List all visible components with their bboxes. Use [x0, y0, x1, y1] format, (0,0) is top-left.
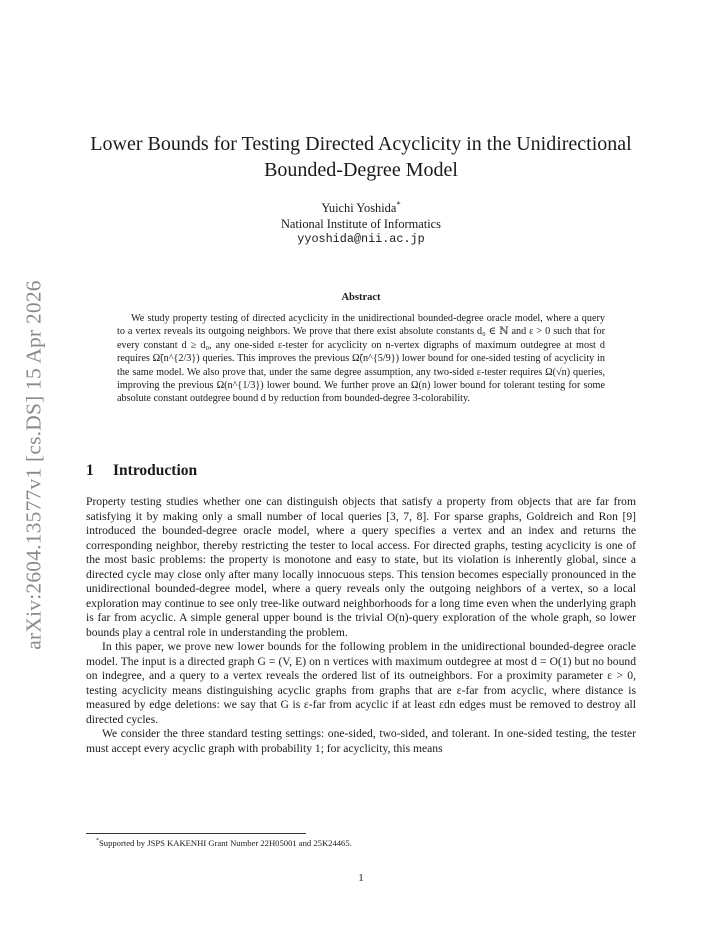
paragraph-1: Property testing studies whether one can distinguish objects that satisfy a property from objects that are far from satisfying it by making only a small number of local queries [3, 7, 8]. For sparse graphs, Goldreich and Ron [9] introduced the bounded-degree oracle model, where a query specifies a vertex and an index and returns the corresponding neighbor, thereby restricting the tester to local access. For directed graphs, testing acyclicity is one of the most basic problems: the property is monotone and easy to state, but its violation is inherently global, since a directed cycle may close only after many locally innocuous steps. This tension becomes especially pronounced in the unidirectional bounded-degree model, where a query reveals only the outgoing neighbors of a vertex, so a local exploration may continue to see only tree-like outward neighborhoods for a long time even when the underlying graph is far from acyclic. A simple general upper bound is the trivial O(n)-query exploration of the whole graph, so lower bounds play a central role in understanding the problem. [86, 495, 636, 639]
page-number: 1 [358, 872, 364, 884]
footnote-mark: * [96, 838, 100, 845]
email: yyoshida@nii.ac.jp [297, 232, 425, 246]
footnote [96, 838, 352, 848]
section-title: Introduction [113, 462, 198, 479]
footnote-rule [86, 833, 306, 834]
paper-title [86, 131, 636, 183]
arxiv-identifier: arXiv:2604.13577v1 [cs.DS] 15 Apr 2026 [21, 280, 46, 650]
section-number: 1 [86, 462, 94, 479]
affiliation: National Institute of Informatics [280, 216, 441, 231]
title-line-1: Lower Bounds for Testing Directed Acyclicity in the Unidirectional [90, 133, 632, 155]
abstract-text: We study property testing of directed acyclicity in the unidirectional bounded-degree oracle model, where a query to a vertex reveals its outgoing neighbors. We prove that there exist absolute constants d₀ ∈ ℕ and ε > 0 such that for every constant d ≥ d₀, any one-sided ε-tester for acyclicity on n-vertex digraphs of maximum outdegree at most d requires Ω̃(n^{2/3}) queries. This improves the previous Ω̃(n^{5/9}) lower bound for one-sided testing of acyclicity in the same model. We also prove that, under the same degree assumption, any two-sided ε-tester requires Ω(√n) queries, improving the previous Ω(n^{1/3}) lower bound. We further prove an Ω(n) lower bound for tolerant testing for some absolute constant outdegree bound d by reduction from bounded-degree 3-colorability. [117, 313, 605, 405]
author-footnote-mark: * [396, 198, 401, 209]
paragraph-3: We consider the three standard testing settings: one-sided, two-sided, and tolerant. In one-sided testing, the tester must accept every acyclic graph with probability 1; for acyclicity, this means [86, 727, 636, 755]
title-line-2: Bounded-Degree Model [264, 159, 458, 181]
author [86, 198, 636, 217]
author-block [86, 198, 636, 248]
footnote-text: Supported by JSPS KAKENHI Grant Number 22H05001 and 25K24465. [99, 838, 352, 848]
section-heading [86, 462, 197, 480]
paragraph-2: In this paper, we prove new lower bounds for the following problem in the unidirectional bounded-degree oracle model. The input is a directed graph G = (V, E) on n vertices with maximum outdegree at most d = O(1) but no bound on indegree, and a query to a vertex reveals the ordered list of its outneighbors. For a proximity parameter ε > 0, testing acyclicity means distinguishing acyclic graphs from graphs that are ε-far from acyclic, where distance is measured by edge deletions: we say that G is ε-far from acyclic if at least εdn edges must be removed to destroy all directed cycles. [86, 640, 636, 726]
author-name: Yuichi Yoshida [321, 201, 397, 215]
body-text [86, 495, 636, 756]
abstract-heading: Abstract [341, 292, 381, 303]
